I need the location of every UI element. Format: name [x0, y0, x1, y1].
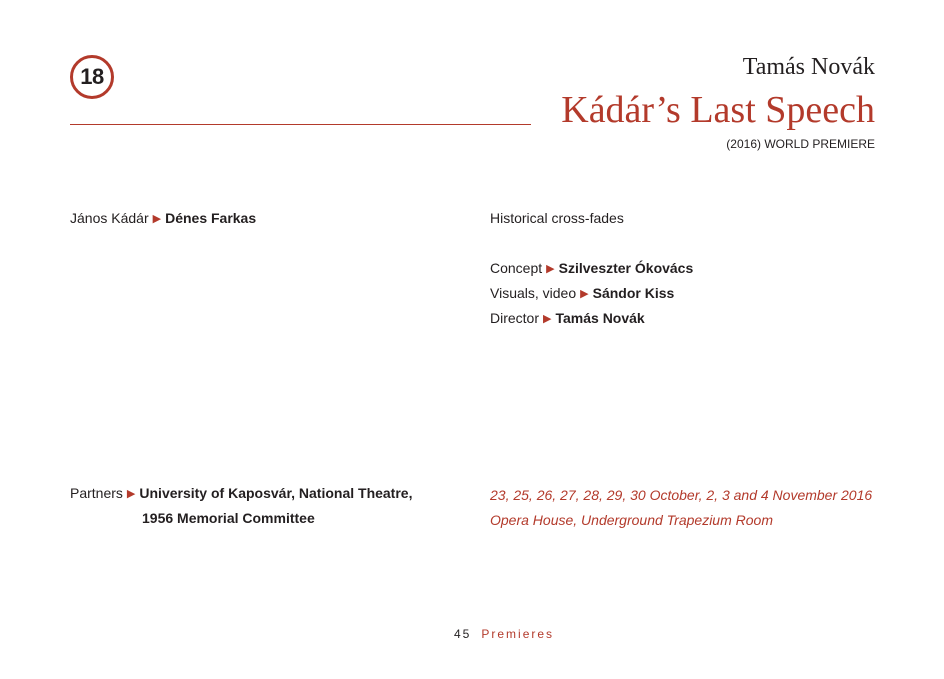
credit-line — [490, 281, 674, 308]
cast-role: János Kádár — [70, 210, 149, 226]
triangle-right-icon: ▶ — [546, 263, 555, 275]
production-number-badge — [70, 55, 114, 99]
credit-role: Concept — [490, 260, 543, 276]
page-footer — [454, 627, 554, 641]
schedule — [490, 483, 872, 533]
header-divider — [70, 124, 531, 125]
partners-line — [70, 481, 412, 508]
credit-role: Director — [490, 310, 540, 326]
credit-role: Visuals, video — [490, 285, 577, 301]
section-name: Premieres — [481, 627, 555, 641]
credit-name: Szilveszter Ókovács — [558, 260, 694, 276]
cast-actor: Dénes Farkas — [165, 210, 257, 226]
partners-names-2: 1956 Memorial Committee — [142, 510, 315, 526]
triangle-right-icon: ▶ — [580, 288, 589, 300]
premiere-line: (2016) WORLD PREMIERE — [726, 137, 875, 151]
cast-line — [70, 206, 256, 233]
production-title: Kádár’s Last Speech — [561, 89, 875, 131]
triangle-right-icon: ▶ — [126, 488, 136, 500]
partners-label: Partners — [70, 485, 123, 501]
performance-dates: 23, 25, 26, 27, 28, 29, 30 October, 2, 3 and 4 November 2016 — [490, 487, 873, 503]
author-name: Tamás Novák — [742, 54, 875, 80]
triangle-right-icon: ▶ — [152, 213, 162, 225]
production-number: 18 — [80, 64, 104, 89]
partners-names-1: University of Kaposvár, National Theatre, — [139, 485, 413, 501]
credit-name: Tamás Novák — [555, 310, 645, 326]
credit-name: Sándor Kiss — [592, 285, 675, 301]
triangle-right-icon: ▶ — [543, 313, 552, 325]
venue: Opera House, Underground Trapezium Room — [490, 512, 773, 528]
page-number: 45 — [454, 627, 472, 641]
credit-line — [490, 256, 693, 283]
program-note: Historical cross-fades — [490, 210, 624, 226]
credit-line — [490, 306, 645, 333]
